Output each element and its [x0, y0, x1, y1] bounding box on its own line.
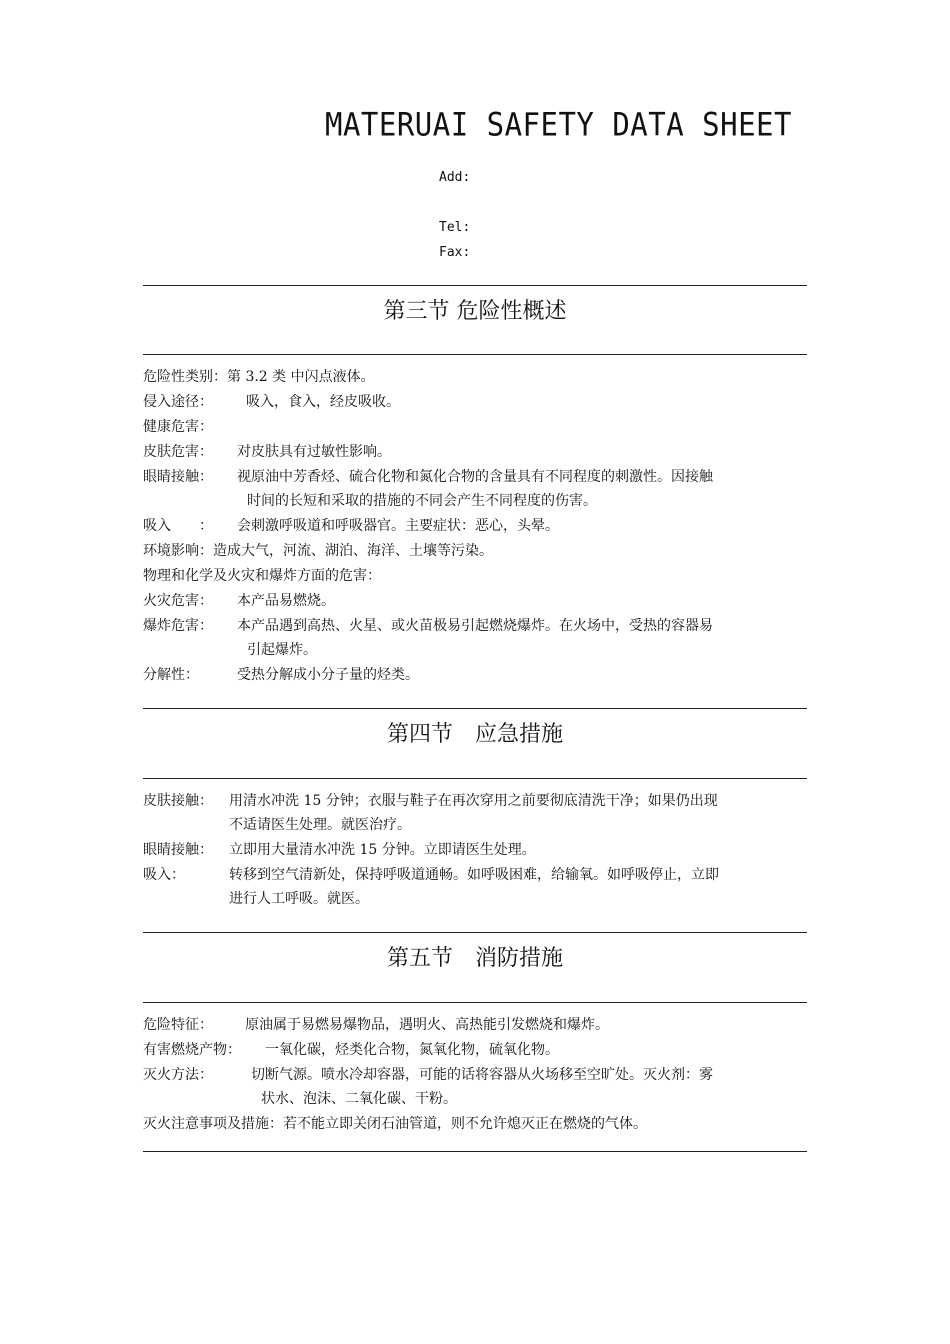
section-divider	[143, 778, 807, 779]
environment-impact-row	[143, 539, 493, 563]
exposure-route-row	[143, 390, 400, 414]
explosion-hazard-row	[143, 614, 713, 638]
inhalation-row	[143, 514, 559, 538]
row-text: 视原油中芳香烃、硫合化物和氮化合物的含量具有不同程度的刺激性。因接触	[237, 469, 713, 485]
section-divider	[143, 354, 807, 355]
row-label: 眼睛接触：	[143, 469, 213, 485]
extinguishing-method-continuation: 状水、泡沫、二氧化碳、干粉。	[261, 1091, 457, 1107]
row-text: 受热分解成小分子量的烃类。	[237, 667, 419, 683]
eye-contact-continuation: 时间的长短和采取的措施的不同会产生不同程度的伤害。	[247, 493, 597, 509]
section-4-heading: 第四节 应急措施	[386, 722, 563, 747]
row-label: 环境影响：	[143, 543, 213, 559]
combustion-products-row	[143, 1038, 559, 1062]
row-label: 吸入 ：	[143, 518, 213, 534]
section-5-heading: 第五节 消防措施	[386, 946, 563, 971]
hazard-feature-row	[143, 1013, 609, 1037]
explosion-hazard-continuation: 引起爆炸。	[247, 642, 317, 658]
row-text: 原油属于易燃易爆物品，遇明火、高热能引发燃烧和爆炸。	[245, 1017, 609, 1033]
row-text: 造成大气，河流、湖泊、海洋、土壤等污染。	[213, 543, 493, 559]
row-label: 有害燃烧产物：	[143, 1042, 241, 1058]
row-label: 分解性：	[143, 667, 199, 683]
row-label: 灭火方法：	[143, 1067, 213, 1083]
fire-hazard-row	[143, 589, 335, 613]
row-label: 皮肤危害：	[143, 444, 213, 460]
section-divider	[143, 708, 807, 709]
row-label: 物理和化学及火灾和爆炸方面的危害：	[143, 568, 381, 584]
row-label: 火灾危害：	[143, 593, 213, 609]
hazard-class-row	[143, 365, 375, 389]
health-hazard-row	[143, 415, 213, 439]
section-3-heading: 第三节 危险性概述	[383, 299, 567, 324]
row-text: 吸入，食入，经皮吸收。	[246, 394, 400, 410]
row-text: 本产品遇到高热、火星、或火苗极易引起燃烧爆炸。在火场中，受热的容器易	[237, 618, 713, 634]
telephone-label: Tel:	[439, 220, 471, 235]
row-text: 对皮肤具有过敏性影响。	[237, 444, 391, 460]
section-divider	[143, 1002, 807, 1003]
row-text: 用清水冲洗 15 分钟；衣服与鞋子在再次穿用之前要彻底清洗干净；如果仍出现	[229, 793, 718, 809]
row-label: 眼睛接触：	[143, 842, 213, 858]
row-label: 皮肤接触：	[143, 793, 213, 809]
row-text: 切断气源。喷水冷却容器，可能的话将容器从火场移至空旷处。灭火剂：雾	[251, 1067, 713, 1083]
firefighting-precautions-row	[143, 1112, 647, 1136]
row-label: 危险性类别：	[143, 369, 227, 385]
section-divider	[143, 932, 807, 933]
first-aid-eye-row	[143, 838, 536, 862]
first-aid-skin-row	[143, 789, 718, 813]
section-divider	[143, 285, 807, 286]
physical-chemical-hazard-row	[143, 564, 381, 588]
row-label: 侵入途径：	[143, 394, 213, 410]
row-label: 危险特征：	[143, 1017, 213, 1033]
row-text: 转移到空气清新处，保持呼吸道通畅。如呼吸困难，给输氧。如呼吸停止，立即	[229, 867, 719, 883]
extinguishing-method-row	[143, 1063, 713, 1087]
row-label: 健康危害：	[143, 419, 213, 435]
section-divider	[143, 1151, 807, 1152]
document-title: MATERUAI SAFETY DATA SHEET	[325, 106, 792, 144]
skin-hazard-row	[143, 440, 391, 464]
row-text: 若不能立即关闭石油管道，则不允许熄灭正在燃烧的气体。	[283, 1116, 647, 1132]
row-text: 立即用大量清水冲洗 15 分钟。立即请医生处理。	[229, 842, 536, 858]
row-text: 本产品易燃烧。	[237, 593, 335, 609]
row-label: 爆炸危害：	[143, 618, 213, 634]
first-aid-inhalation-row	[143, 863, 719, 887]
row-text: 会刺激呼吸道和呼吸器官。主要症状：恶心，头晕。	[237, 518, 559, 534]
first-aid-inhalation-continuation: 进行人工呼吸。就医。	[229, 891, 369, 907]
row-label: 吸入：	[143, 867, 185, 883]
first-aid-skin-continuation: 不适请医生处理。就医治疗。	[229, 817, 411, 833]
row-text: 一氧化碳，烃类化合物，氮氧化物，硫氧化物。	[265, 1042, 559, 1058]
eye-contact-row	[143, 465, 713, 489]
row-text: 第 3.2 类 中闪点液体。	[227, 369, 375, 385]
fax-label: Fax:	[439, 245, 471, 260]
decomposition-row	[143, 663, 419, 687]
row-label: 灭火注意事项及措施：	[143, 1116, 283, 1132]
address-label: Add:	[439, 170, 471, 185]
